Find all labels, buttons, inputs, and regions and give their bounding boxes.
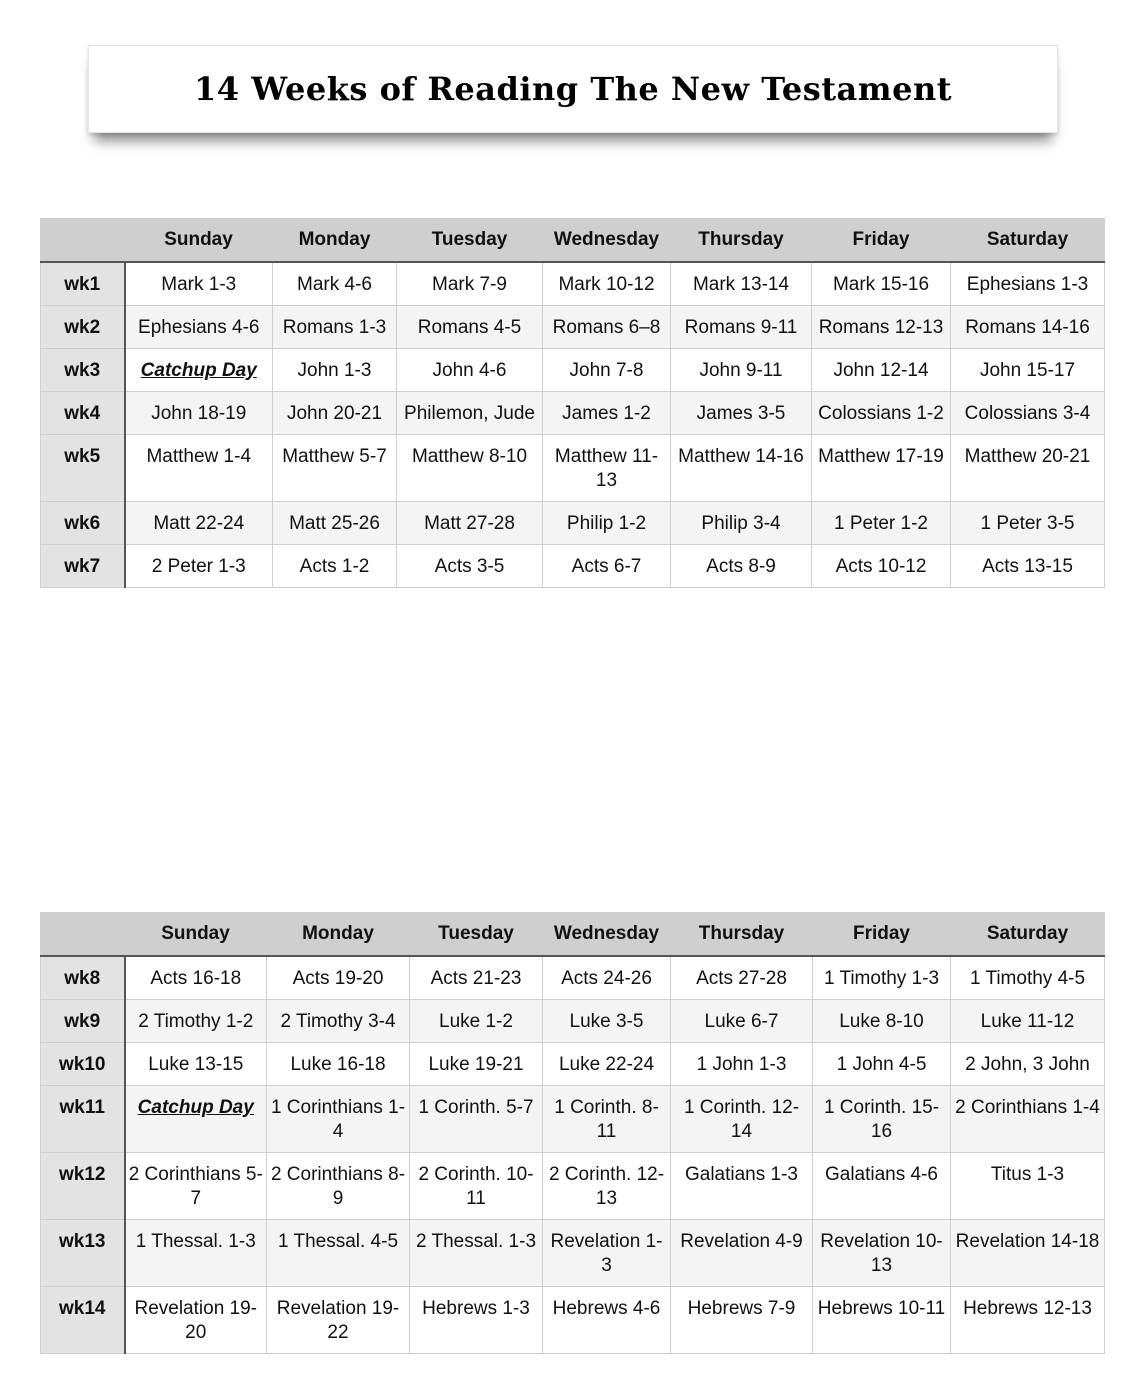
table-row [41,1043,1105,1086]
reading-cell: John 20-21 [273,392,397,435]
reading-cell: Acts 19-20 [267,956,410,1000]
reading-cell: Revelation 10-13 [813,1220,951,1287]
reading-cell: John 18-19 [125,392,273,435]
table-row [41,956,1105,1000]
reading-cell: Matthew 5-7 [273,435,397,502]
reading-cell: 2 Corinthians 8-9 [267,1153,410,1220]
reading-cell: Romans 14-16 [951,306,1105,349]
reading-cell: Philemon, Jude [397,392,543,435]
reading-cell: Matthew 11-13 [543,435,671,502]
week-label: wk10 [41,1043,125,1086]
reading-cell: Matt 27-28 [397,502,543,545]
reading-cell: Romans 6–8 [543,306,671,349]
reading-cell: Titus 1-3 [951,1153,1105,1220]
table-row [41,262,1105,306]
reading-schedule-weeks-1-7 [40,218,1105,588]
reading-cell: Matthew 1-4 [125,435,273,502]
reading-cell: Hebrews 10-11 [813,1287,951,1354]
week-label: wk4 [41,392,125,435]
reading-cell: 1 John 4-5 [813,1043,951,1086]
reading-cell: 2 Peter 1-3 [125,545,273,588]
reading-cell: John 4-6 [397,349,543,392]
reading-cell: 2 Timothy 1-2 [125,1000,267,1043]
day-header-saturday: Saturday [951,219,1105,263]
day-header-thursday: Thursday [671,219,812,263]
week-label: wk9 [41,1000,125,1043]
reading-cell: 2 Corinthians 1-4 [951,1086,1105,1153]
table-row [41,502,1105,545]
day-header-sunday: Sunday [125,219,273,263]
reading-cell: Mark 10-12 [543,262,671,306]
reading-cell: 1 John 1-3 [671,1043,813,1086]
reading-cell: 1 Thessal. 1-3 [125,1220,267,1287]
day-header-thursday: Thursday [671,913,813,957]
reading-cell: John 1-3 [273,349,397,392]
reading-cell: Mark 15-16 [812,262,951,306]
table-row [41,1220,1105,1287]
reading-cell: 1 Peter 3-5 [951,502,1105,545]
day-header-tuesday: Tuesday [410,913,543,957]
reading-cell: Revelation 14-18 [951,1220,1105,1287]
reading-cell: 1 Thessal. 4-5 [267,1220,410,1287]
reading-cell: Luke 1-2 [410,1000,543,1043]
reading-cell: Acts 8-9 [671,545,812,588]
reading-cell: Matt 22-24 [125,502,273,545]
reading-cell: 2 Corinthians 5-7 [125,1153,267,1220]
week-label: wk11 [41,1086,125,1153]
table-header-row [41,219,1105,263]
corner-cell [41,219,125,263]
reading-cell: Luke 16-18 [267,1043,410,1086]
corner-cell [41,913,125,957]
reading-cell: Romans 4-5 [397,306,543,349]
reading-cell: Hebrews 1-3 [410,1287,543,1354]
table-row [41,349,1105,392]
day-header-saturday: Saturday [951,913,1105,957]
reading-cell: John 7-8 [543,349,671,392]
table-row [41,1287,1105,1354]
reading-cell: Matthew 14-16 [671,435,812,502]
reading-cell: Hebrews 7-9 [671,1287,813,1354]
reading-cell: Revelation 19-20 [125,1287,267,1354]
reading-cell: 1 Peter 1-2 [812,502,951,545]
reading-cell: Acts 6-7 [543,545,671,588]
reading-cell: 1 Corinthians 1-4 [267,1086,410,1153]
reading-cell: 1 Corinth. 12-14 [671,1086,813,1153]
reading-cell: 2 John, 3 John [951,1043,1105,1086]
reading-cell: 1 Timothy 4-5 [951,956,1105,1000]
week-label: wk7 [41,545,125,588]
day-header-tuesday: Tuesday [397,219,543,263]
day-header-friday: Friday [812,219,951,263]
reading-cell: Acts 10-12 [812,545,951,588]
reading-cell: Acts 13-15 [951,545,1105,588]
page-title: 14 Weeks of Reading The New Testament [194,70,952,108]
reading-cell: Mark 13-14 [671,262,812,306]
reading-cell: 2 Corinth. 10-11 [410,1153,543,1220]
day-header-sunday: Sunday [125,913,267,957]
week-label: wk13 [41,1220,125,1287]
day-header-wednesday: Wednesday [543,913,671,957]
reading-cell: John 9-11 [671,349,812,392]
reading-cell: 1 Corinth. 5-7 [410,1086,543,1153]
table-row [41,392,1105,435]
week-label: wk6 [41,502,125,545]
reading-cell: 2 Thessal. 1-3 [410,1220,543,1287]
reading-cell: James 1-2 [543,392,671,435]
reading-cell: 2 Timothy 3-4 [267,1000,410,1043]
week-label: wk12 [41,1153,125,1220]
reading-cell: 1 Corinth. 8-11 [543,1086,671,1153]
table-row [41,435,1105,502]
table-row [41,306,1105,349]
reading-cell: Luke 3-5 [543,1000,671,1043]
reading-cell: Luke 13-15 [125,1043,267,1086]
reading-cell: Luke 19-21 [410,1043,543,1086]
reading-cell: Matthew 8-10 [397,435,543,502]
reading-cell: Matt 25-26 [273,502,397,545]
reading-cell: Revelation 1-3 [543,1220,671,1287]
reading-cell: Acts 21-23 [410,956,543,1000]
day-header-monday: Monday [273,219,397,263]
week-label: wk14 [41,1287,125,1354]
reading-cell: Matthew 17-19 [812,435,951,502]
reading-cell: Luke 22-24 [543,1043,671,1086]
catchup-day-cell: Catchup Day [125,349,273,392]
reading-cell: Acts 27-28 [671,956,813,1000]
reading-cell: Mark 4-6 [273,262,397,306]
reading-schedule-weeks-8-14 [40,912,1105,1354]
reading-cell: Romans 1-3 [273,306,397,349]
week-label: wk2 [41,306,125,349]
reading-cell: Revelation 4-9 [671,1220,813,1287]
reading-cell: Mark 7-9 [397,262,543,306]
day-header-monday: Monday [267,913,410,957]
reading-cell: Acts 16-18 [125,956,267,1000]
reading-cell: Acts 3-5 [397,545,543,588]
reading-cell: 1 Corinth. 15-16 [813,1086,951,1153]
week-label: wk8 [41,956,125,1000]
reading-cell: James 3-5 [671,392,812,435]
reading-cell: 1 Timothy 1-3 [813,956,951,1000]
week-label: wk5 [41,435,125,502]
reading-cell: Hebrews 12-13 [951,1287,1105,1354]
reading-cell: Acts 24-26 [543,956,671,1000]
table-row [41,1000,1105,1043]
reading-cell: Hebrews 4-6 [543,1287,671,1354]
reading-cell: Romans 9-11 [671,306,812,349]
reading-cell: Colossians 3-4 [951,392,1105,435]
day-header-friday: Friday [813,913,951,957]
catchup-day-cell: Catchup Day [125,1086,267,1153]
table-header-row [41,913,1105,957]
reading-cell: Mark 1-3 [125,262,273,306]
reading-cell: Luke 11-12 [951,1000,1105,1043]
reading-cell: Galatians 1-3 [671,1153,813,1220]
week-label: wk1 [41,262,125,306]
reading-cell: Luke 6-7 [671,1000,813,1043]
reading-cell: Acts 1-2 [273,545,397,588]
week-label: wk3 [41,349,125,392]
reading-cell: Galatians 4-6 [813,1153,951,1220]
reading-cell: Ephesians 1-3 [951,262,1105,306]
reading-cell: Philip 1-2 [543,502,671,545]
reading-cell: 2 Corinth. 12-13 [543,1153,671,1220]
table-row [41,1086,1105,1153]
day-header-wednesday: Wednesday [543,219,671,263]
reading-cell: Luke 8-10 [813,1000,951,1043]
reading-cell: John 12-14 [812,349,951,392]
reading-cell: Ephesians 4-6 [125,306,273,349]
table-row [41,545,1105,588]
reading-cell: Revelation 19-22 [267,1287,410,1354]
title-banner [88,45,1058,133]
table-row [41,1153,1105,1220]
reading-cell: John 15-17 [951,349,1105,392]
reading-cell: Romans 12-13 [812,306,951,349]
reading-cell: Colossians 1-2 [812,392,951,435]
reading-cell: Matthew 20-21 [951,435,1105,502]
reading-cell: Philip 3-4 [671,502,812,545]
